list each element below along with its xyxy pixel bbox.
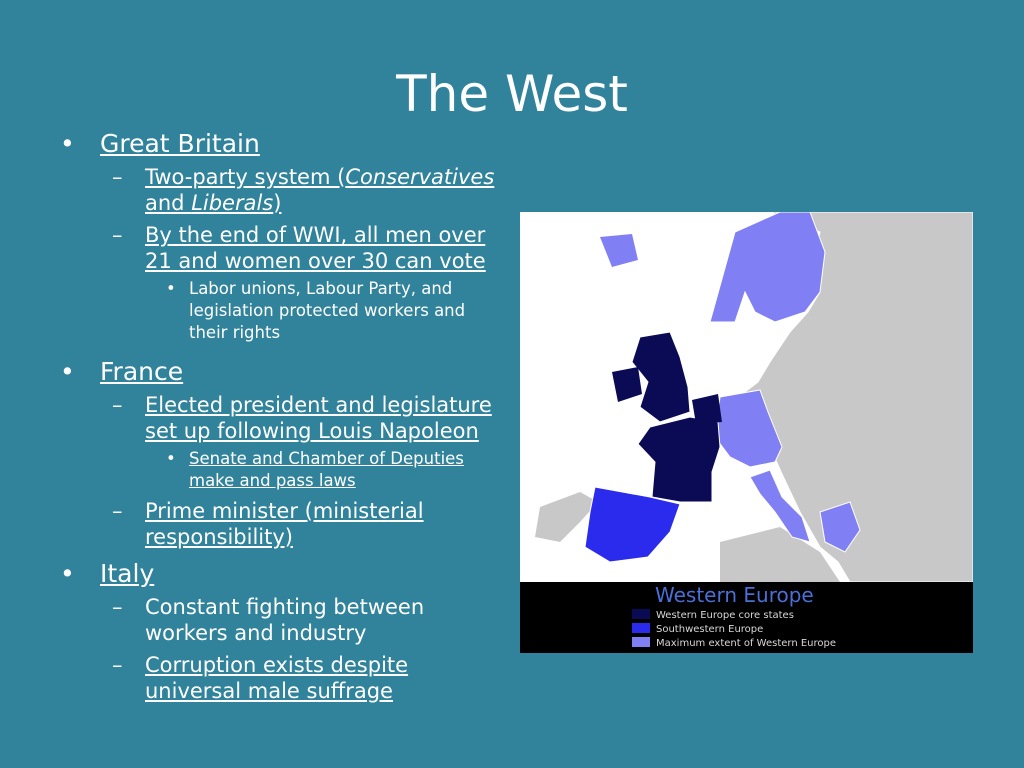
france-link[interactable]: France	[100, 357, 184, 386]
two-party-text: Two-party system (	[145, 165, 346, 189]
vote-link[interactable]: By the end of WWI, all men over 21 and women over 30 can vote	[145, 223, 486, 273]
bullet-two-party	[60, 164, 500, 216]
dash-icon: –	[112, 223, 123, 247]
legend-extent-label: Maximum extent of Western Europe	[656, 638, 837, 649]
legend-core-label: Western Europe core states	[656, 610, 794, 621]
dash-icon: –	[112, 393, 123, 417]
bullet-vote	[60, 222, 500, 274]
dash-icon: –	[112, 595, 123, 619]
bullet-icon: •	[60, 129, 75, 158]
bullet-icon: •	[60, 357, 75, 386]
liberals-text: Liberals	[191, 191, 274, 215]
and-text: and	[145, 191, 192, 215]
pm-link[interactable]: Prime minister (ministerial responsibility)	[145, 499, 424, 549]
slide-title: The West	[396, 65, 628, 123]
dash-icon: –	[112, 499, 123, 523]
labor-text: Labor unions, Labour Party, and legislation protected workers and their rights	[189, 279, 466, 342]
bullet-italy	[60, 560, 500, 588]
map-svg	[520, 212, 973, 653]
dash-icon: –	[112, 165, 123, 189]
conservatives-text: Conservatives	[345, 165, 495, 189]
bullet-fighting	[60, 594, 500, 646]
corruption-link[interactable]: Corruption exists despite universal male suffrage	[145, 653, 409, 703]
bullet-president	[60, 392, 500, 444]
bullet-icon: •	[166, 279, 176, 298]
bullet-pm	[60, 498, 500, 550]
great-britain-link[interactable]: Great Britain	[100, 129, 260, 158]
bullet-great-britain	[60, 130, 500, 158]
western-europe-map	[520, 212, 973, 653]
two-party-link[interactable]	[145, 165, 494, 215]
paren-text: )	[273, 191, 282, 215]
bullet-labor	[60, 278, 500, 344]
legend-southwest-label: Southwestern Europe	[656, 624, 764, 635]
senate-link[interactable]: Senate and Chamber of Deputies make and pass laws	[189, 449, 464, 490]
legend-swatch-extent	[632, 637, 650, 647]
legend-swatch-southwest	[632, 623, 650, 633]
bullet-france	[60, 358, 500, 386]
bullet-senate	[60, 448, 500, 492]
bullet-icon: •	[166, 449, 176, 468]
dash-icon: –	[112, 653, 123, 677]
bullet-list	[60, 124, 500, 704]
italy-link[interactable]: Italy	[100, 559, 155, 588]
bullet-corruption	[60, 652, 500, 704]
president-link[interactable]: Elected president and legislature set up following Louis Napoleon	[145, 393, 492, 443]
bullet-icon: •	[60, 559, 75, 588]
fighting-text: Constant fighting between workers and industry	[145, 595, 425, 645]
map-title: Western Europe	[655, 583, 814, 607]
legend-swatch-core	[632, 609, 650, 619]
